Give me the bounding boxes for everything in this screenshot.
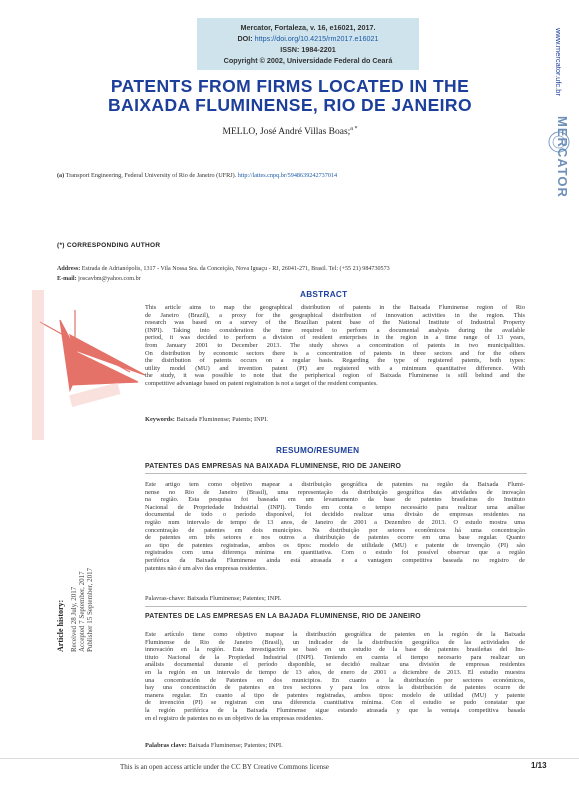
article-title <box>60 77 520 115</box>
pt-line: registrados com uma diferença mínima em quantitativa. Com o estudo foi possível observar que a região <box>145 549 525 557</box>
pt-line: documental de todo o período disponível, foi decidido realizar uma divisão de empresas residentes na <box>145 511 525 519</box>
pt-line: periférica da Baixada Fluminense ainda está atrasada e a vantagem competitiva baseada no registro de <box>145 556 525 564</box>
es-body <box>145 631 525 722</box>
mercator-side-brand <box>547 28 571 238</box>
es-keywords-label: Palabras clave: <box>145 742 187 749</box>
title-line-2: BAIXADA FLUMINENSE, RIO DE JANEIRO <box>108 95 472 115</box>
abstract-line: On distribution by economic sectors there is a concentration of patents in three sectors and for the others <box>145 349 525 357</box>
title-line-1: PATENTS FROM FIRMS LOCATED IN THE <box>110 76 470 96</box>
doi-link[interactable]: https://doi.org/10.4215/rm2017.e16021 <box>254 34 379 43</box>
abstract-line: competitive advantage based on patent registration is not a target of the resident companies. <box>145 379 378 387</box>
pt-keywords-label: Palavras-chave: <box>145 595 186 602</box>
abstract-heading: ABSTRACT <box>300 290 348 299</box>
lattes-link[interactable]: http://lattes.cnpq.br/5948639242737014 <box>237 172 338 179</box>
es-line: innovación en la región. Esta investigación se basó en un estudio de la base de patentes brasileñas del Ins- <box>145 646 525 654</box>
es-line: en el registro de patentes no es un objetivo de las empresas residentes. <box>145 714 324 722</box>
abstract-body <box>145 304 525 388</box>
doi-line <box>197 34 419 43</box>
pt-body <box>145 481 525 572</box>
es-line: hay una concentración de patentes en tres sectores y para los otros la distribución de patentes ocurre de <box>145 684 525 692</box>
pt-title: PATENTES DAS EMPRESAS NA BAIXADA FLUMINENSE, RIO DE JANEIRO <box>145 463 402 470</box>
pt-line: Este artigo tem como objetivo mapear a distribuição geográfica de patentes na região da Baixada Flumi- <box>145 481 525 488</box>
pt-line: nense no Rio de Janeiro (Brasil), uma representação da distribuição geográfica das atividades de inovação <box>145 488 525 496</box>
divider <box>145 606 527 607</box>
pt-line: ao tipo de patentes registradas, ambos os tipos: modelo de utilidade (MU) e patente de invenção (PI) são <box>145 541 525 549</box>
abstract-line: This article aims to map the geographical distribution of patents in the Baixada Fluminense region of Rio <box>145 304 525 311</box>
pt-keywords <box>145 595 282 602</box>
pt-keywords-value: Baixada Fluminense; Patentes; INPI. <box>187 595 282 602</box>
affiliation-text: Transport Engineering, Federal University of Rio de Janeiro (UFRJ). <box>65 172 237 179</box>
doi-label: DOI: <box>237 34 253 43</box>
es-keywords-value: Baixada Fluminense; Patentes; INPI. <box>188 742 283 749</box>
es-line: Este artículo tiene como objetivo mapear la distribución geográfica de patentes en la región de la Baixada <box>145 631 525 638</box>
email-address[interactable]: joscavbm@yahoo.com.br <box>78 275 141 282</box>
es-title: PATENTES DE LAS EMPRESAS EN LA BAJADA FLUMINENSE, RIO DE JANEIRO <box>145 613 421 620</box>
es-line: análisis documental durante el período disponible, se decidió realizar una división de empresas residentes <box>145 661 525 669</box>
affiliation <box>57 172 527 179</box>
journal-citation: Mercator, Fortaleza, v. 16, e16021, 2017. <box>240 23 376 32</box>
journal-header-box <box>197 18 419 70</box>
history-published: Publisher 15 September, 2017 <box>86 567 94 652</box>
author-line <box>60 126 520 137</box>
copyright: Copyright © 2002, Universidade Federal do Ceará <box>223 56 393 65</box>
es-keywords <box>145 742 283 749</box>
divider <box>145 473 527 474</box>
brand-url[interactable]: www.mercator.ufc.br <box>554 28 563 96</box>
abstract-line: utility model (MU) and invention patent (PI) are registered with a minimum quantitative difference. With <box>145 364 525 372</box>
address-text: Estrada de Adrianópolis, 1317 - Vila Nossa Sra. da Conceição, Nova Iguaçu - RJ, 26041-271, Brasil. Tel: (+55 21) 984730573 <box>81 266 390 272</box>
resumo-heading: RESUMO/RESUMEN <box>276 446 360 455</box>
author-name: MELLO, José André Villas Boas; <box>222 127 351 138</box>
brand-logo-text: MERCATOR <box>555 116 570 198</box>
abstract-line: the study, it was possible to note that the peripherical region of Baixada Fluminense is still behind and the <box>145 372 525 380</box>
address-label: Address: <box>57 266 81 272</box>
pt-line: concentração de patentes em dois municípios. Na distribuição por setores econômicos há uma concentração <box>145 526 525 534</box>
pt-line: patentes não é um alvo das empresas residentes. <box>145 564 267 572</box>
abstract-keywords <box>145 416 268 423</box>
abstract-line: the distribution of patents occurs on a regular basis. Regarding the type of registered patents, both types: <box>145 357 525 365</box>
license-footer: This is an open access article under the CC BY Creative Commons license <box>120 763 329 771</box>
abstract-line: research was based on a survey of the Brazilian patent base of the National Institute of Industrial Property <box>145 319 525 327</box>
decorative-star-watermark <box>30 290 150 440</box>
abstract-line: period, it was decided to perform a division of resident enterprises in the region in a time range of 13 years, <box>145 334 525 342</box>
keywords-label: Keywords: <box>145 416 175 423</box>
corresponding-author-label: (*) CORRESPONDING AUTHOR <box>57 242 161 249</box>
article-history <box>56 540 126 650</box>
es-line: en la región en un intervalo de tiempo de 13 años, de enero de 2001 a diciembre de 2013. El estudio muestra <box>145 668 525 676</box>
es-line: tituto Nacional de la Propiedad Industrial (INPI). Teniendo en cuenta el tiempo necesario para realizar un <box>145 653 525 661</box>
author-superscript: a * <box>350 126 358 132</box>
es-line: de invención (PI) se registran con una diferencia cuantitativa mínima. Con el estudio se pudo constatar que <box>145 699 525 707</box>
pt-line: Nacional de Propriedade Industrial (INPI). Tendo em conta o tempo necessário para realizar uma análise <box>145 503 525 511</box>
history-received: Received 28 July, 2017 <box>70 586 78 652</box>
history-heading: Article history: <box>56 599 65 652</box>
abstract-line: from January 2001 to December 2013. The study shows a concentration of patents in two municipalities. <box>145 341 525 349</box>
pt-line: região num intervalo de tempo de 13 anos, de Janeiro de 2001 a Dezembro de 2013. O estudo mostra uma <box>145 518 525 526</box>
es-line: una concentración de Patentes en dos municipios. En cuanto a la distribución por sectores económicos, <box>145 676 525 684</box>
page-number: 1/13 <box>531 761 547 770</box>
footer-divider <box>0 758 579 759</box>
es-line: Fluminense de Rio de Janeiro (Brasil), un indicador de la distribución geográfica de las actividades de <box>145 638 525 646</box>
keywords-value: Baixada Fluminense; Patents; INPI. <box>176 416 269 423</box>
pt-line: na região. Esta pesquisa foi baseada em um levantamento da base de patentes brasileiras do Instituto <box>145 496 525 504</box>
affiliation-marker: (a) <box>57 172 65 179</box>
es-line: la región periférica de la Baixada Fluminense sigue estando atrasada y que la ventaja competitiva basada <box>145 706 525 714</box>
address-block <box>57 265 537 284</box>
abstract-line: (INPI). Taking into consideration the time required to perform a documental analysis during the available <box>145 326 525 334</box>
pt-line: de patentes em três setores e nos outros a distribuição de patentes ocorre em uma base regular. Quanto <box>145 534 525 542</box>
es-line: manera regular. En cuanto al tipo de patentes registradas, ambos tipos: modelo de utilidad (MU) y patente <box>145 691 525 699</box>
abstract-line: de Janeiro (Brazil), a proxy for the geographical distribution of innovation activities in the region. This <box>145 311 525 319</box>
issn: ISSN: 1984-2201 <box>280 45 336 54</box>
history-accepted: Accepted 7 September, 2017 <box>78 571 86 652</box>
email-label: E-mail: <box>57 275 77 282</box>
